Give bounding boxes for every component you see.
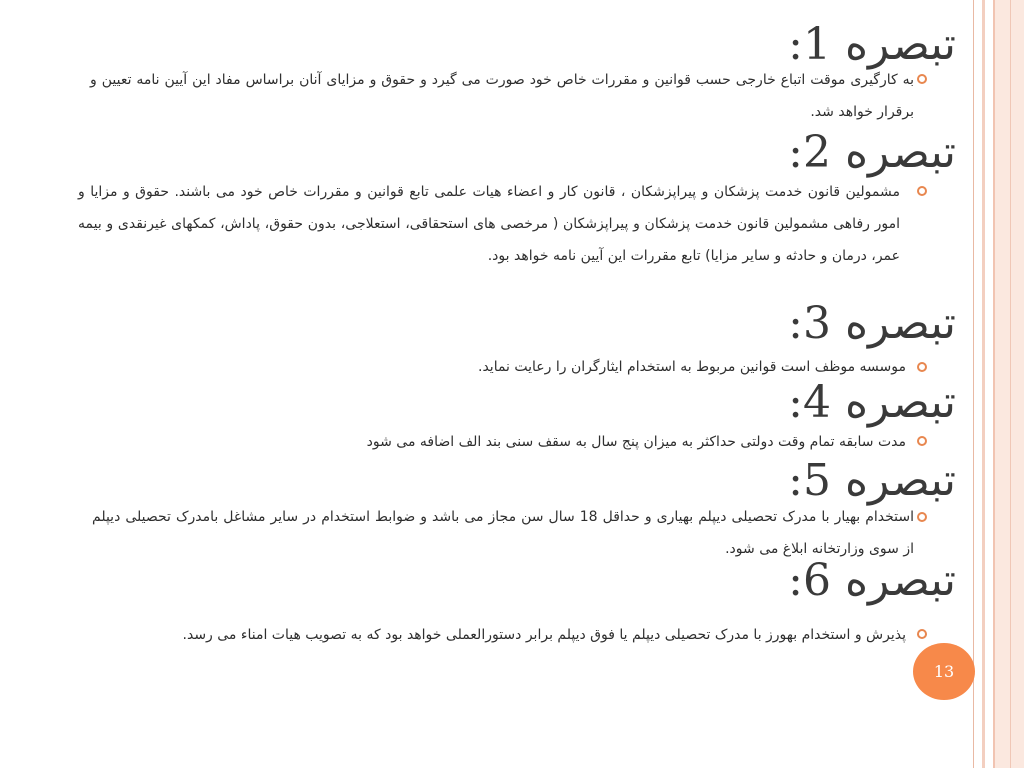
note-text: پذیرش و استخدام بهورز با مدرک تحصیلی دیپلم یا فوق دیپلم برابر دستورالعملی خواهد بود که به تصویب هیات امناء می رسد. <box>182 627 906 643</box>
note-text: مشمولین قانون خدمت پزشکان و پیراپزشکان ، قانون کار و اعضاء هیات علمی تابع قوانین و مقررات خاص خود می باشند. حقوق و مزایا و امور رفاهی مشمولین قانون خدمت پزشکان و پیراپزشکان ( مرخصی های استحقاقی، استعلاجی، بدون حقوق، پاداش، کمکهای غیرنقدی و بیمه عمر، درمان و حادثه و سایر مزایا) تابع مقررات این آیین نامه خواهد بود. <box>78 184 900 264</box>
note-heading: تبصره 2: <box>788 127 956 178</box>
note-heading: تبصره 6: <box>788 555 956 606</box>
note-item <box>90 64 914 128</box>
note-text: استخدام بهیار با مدرک تحصیلی دیپلم بهیاری و حداقل 18 سال سن مجاز می باشد و ضوابط استخدام در سایر مشاغل بامدرک تحصیلی دیپلم از سوی وزارتخانه ابلاغ می شود. <box>92 509 914 557</box>
bullet-icon <box>917 74 927 84</box>
note-item <box>90 426 906 458</box>
note-text: موسسه موظف است قوانین مربوط به استخدام ایثارگران را رعایت نماید. <box>478 359 906 375</box>
note-heading: تبصره 5: <box>788 455 956 506</box>
bullet-icon <box>917 362 927 372</box>
page-number-badge: 13 <box>913 643 975 700</box>
note-heading: تبصره 4: <box>788 377 956 428</box>
bullet-icon <box>917 436 927 446</box>
note-item <box>78 176 900 272</box>
note-item <box>90 351 906 383</box>
bullet-icon <box>917 186 927 196</box>
note-item <box>90 619 906 651</box>
note-text: به کارگیری موقت اتباع خارجی حسب قوانین و مقررات خاص خود صورت می گیرد و حقوق و مزایای آنان براساس مفاد این آیین نامه تعیین و برقرار خواهد شد. <box>90 72 914 120</box>
bullet-icon <box>917 629 927 639</box>
note-heading: تبصره 3: <box>788 298 956 349</box>
note-text: مدت سابقه تمام وقت دولتی حداکثر به میزان پنج سال به سقف سنی بند الف اضافه می شود <box>366 434 906 450</box>
note-heading: تبصره 1: <box>788 19 956 70</box>
bullet-icon <box>917 512 927 522</box>
